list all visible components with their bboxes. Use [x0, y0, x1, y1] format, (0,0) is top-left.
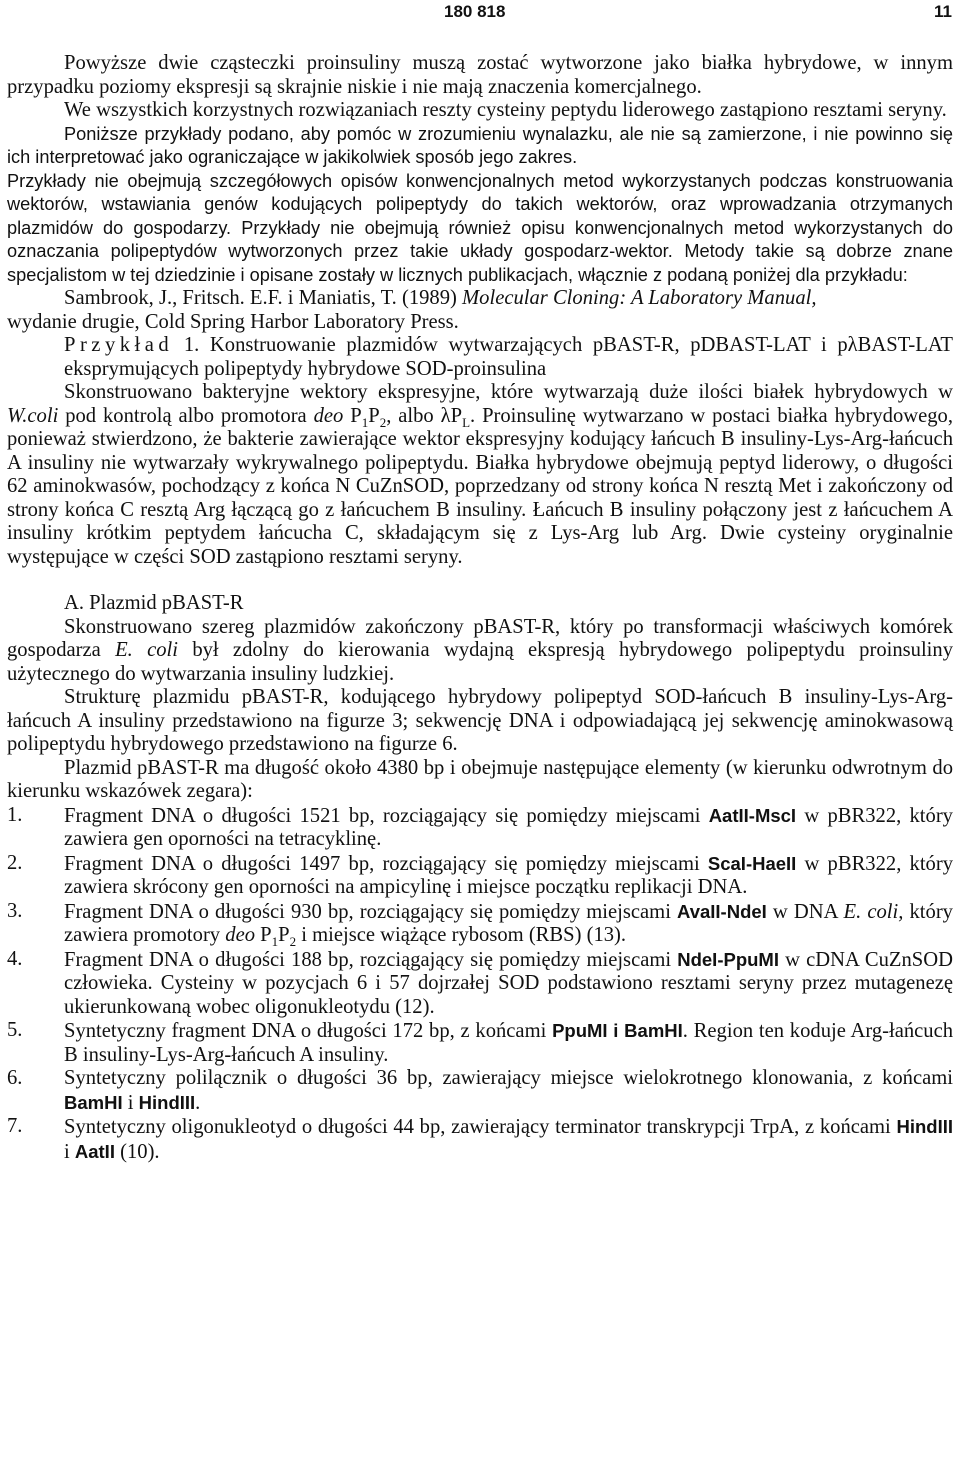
p5-organism: W.coli: [7, 404, 59, 427]
paragraph-4: Przykłady nie obejmują szczegółowych opisów konwencjonalnych metod wykorzystanych podczas konstruowania wektorów, wstawiania genów kodujących polipeptydy do takich wektorów, oraz wprowadzania otrzymanych plazmidów do gospodarzy. Przykłady nie obejmują również opisu konwencjonalnych metod wykorzystanych do oznaczania polipeptydów wytworzonych przez takie układy gospodarz-wektor. Metody takie są dobrze znane specjalistom w tej dziedzinie i opisane zostały w licznych publikacjach, włącznie z podaną poniżej dla przykładu:: [7, 170, 953, 285]
paragraph-8: Plazmid pBAST-R ma długość około 4380 bp i obejmuje następujące elementy (w kierunku odwrotnym do kierunku wskazówek zegara):: [7, 756, 953, 802]
p5-promoter-p2: P: [368, 404, 380, 427]
restriction-site: BamHI: [64, 1091, 123, 1113]
list-text: Syntetyczny polilącznik o długości 36 bp, zawierający miejsce wielokrotnego klonowania, z końcami: [64, 1067, 953, 1089]
list-text: Fragment DNA o długości 1497 bp, rozciągający się pomiędzy miejscami: [64, 852, 708, 875]
paragraph-2: We wszystkich korzystnych rozwiązaniach reszty cysteiny peptydu liderowego zastąpiono resztami seryny.: [64, 99, 947, 121]
list-item: [7, 1115, 953, 1164]
reference-authors: Sambrook, J., Fritsch. E.F. i Maniatis, T. (1989): [64, 287, 463, 309]
paragraph-7: Strukturę plazmidu pBAST-R, kodującego hybrydowy polipeptyd SOD-łańcuch B insuliny-Lys-Arg-łańcuch A insuliny przedstawiono na figurze 3; sekwencję DNA i odpowiadającą jej sekwencję aminokwasową polipeptydu hybrydowego przedstawiono na figurze 6.: [7, 686, 953, 755]
list-item: [7, 1067, 953, 1115]
restriction-sites: AatII-MscI: [708, 804, 797, 826]
patent-number: 180 818: [444, 2, 506, 21]
p5-lambda-promoter: , albo λP: [386, 404, 463, 427]
restriction-site: HindIII: [138, 1091, 196, 1113]
example-heading: [7, 334, 953, 381]
p5-text-a: Skonstruowano bakteryjne wektory ekspresyjne, które wytwarzają duże ilości białek hybrydowych w: [64, 381, 953, 403]
p6-text-a: Skonstruowano szereg plazmidów zakończony pBAST-R, który po transformacji właściwych komórek gospodarza: [7, 615, 953, 661]
p6-text-b: był zdolny do kierowania wydajną ekspresją hybrydowego polipeptydu proinsuliny użytecznego do wytwarzania insuliny ludzkiej.: [7, 639, 953, 685]
list-item: [7, 1019, 953, 1067]
section-heading-a: A. Plazmid pBAST-R: [64, 592, 244, 614]
restriction-site: PpuMI: [552, 1020, 608, 1041]
subscript: 1: [271, 934, 279, 950]
p5-promoter-p: P: [343, 404, 362, 427]
restriction-site: AatII: [74, 1140, 115, 1162]
list-number: 6.: [7, 1067, 23, 1089]
example-label: Przykład: [64, 334, 174, 356]
list-number: 1.: [7, 803, 23, 826]
list-number: 4.: [7, 947, 23, 970]
list-text: Fragment DNA o długości 1521 bp, rozciągający się pomiędzy miejscami: [64, 804, 709, 827]
p5-sub-1: 1: [361, 414, 369, 430]
list-text: Fragment DNA o długości 188 bp, rozciągający się pomiędzy miejscami: [64, 948, 678, 971]
list-text: w pBR322, który zawiera skrócony gen oporności na ampicylinę i miejsce początku replikacji DNA.: [64, 852, 953, 898]
list-text: w pBR322, który zawiera gen oporności na tetracyklinę.: [64, 804, 953, 850]
list-item: [7, 900, 953, 948]
list-text: który zawiera promotory: [64, 900, 953, 946]
list-item: [7, 804, 953, 852]
p5-text-b: pod kontrolą albo promotora: [58, 404, 314, 427]
list-number: 3.: [7, 899, 23, 922]
example-title: Konstruowanie plazmidów wytwarzających pBAST-R, pDBAST-LAT i pλBAST-LAT eksprymujących polipeptydy hybrydowe SOD-proinsulina: [64, 334, 953, 380]
example-number: 1.: [173, 334, 200, 356]
paragraph-6: [7, 616, 953, 687]
conjunction: i: [607, 1020, 625, 1041]
list-number: 2.: [7, 851, 23, 874]
subscript: 2: [289, 934, 297, 950]
restriction-sites: NdeI-PpuMI: [677, 948, 779, 970]
list-text: Syntetyczny oligonukleotyd o długości 44 bp, zawierający terminator transkrypcji TrpA, z końcami: [64, 1116, 897, 1138]
restriction-site: HindIII: [896, 1116, 953, 1137]
list-text: .: [195, 1091, 201, 1114]
list-text: (10).: [114, 1140, 160, 1163]
page-number: 11: [934, 2, 952, 21]
list-number: 7.: [7, 1115, 23, 1137]
list-text: Fragment DNA o długości 930 bp, rozciągający się pomiędzy miejscami: [64, 900, 678, 923]
document-body: [7, 52, 953, 1164]
restriction-site: BamHI: [624, 1020, 683, 1041]
p6-organism: E. coli: [115, 639, 179, 661]
list-text: w DNA: [766, 900, 844, 923]
conjunction: i: [122, 1091, 139, 1114]
list-item: [7, 852, 953, 900]
promoter-p2: P: [278, 924, 290, 946]
reference-title: Molecular Cloning: A Laboratory Manual,: [462, 287, 817, 309]
p5-sub-l: L: [462, 414, 471, 430]
p5-text-d: . Proinsulinę wytwarzano w postaci białka hybrydowego, ponieważ stwierdzono, że bakterie zawierające wektor ekspresyjny kodujący łańcuch B insuliny-Lys-Arg-łańcuch A insuliny nie wytwarzały wykrywalnego polipeptydu. Białka hybrydowe obejmują peptyd liderowy, o długości 62 aminokwasów, pochodzący z końca N CuZnSOD, poprzedzany od strony końca N resztą Met i zakończony od strony końca C resztą Arg łączącą go z łańcuchem B insuliny. Łańcuch B insuliny połączony jest z łańcuchem A insuliny krótkim peptydem łańcucha C, składającym się z Lys-Arg lub Arg. Dwie cysteiny oryginalnie występujące w części SOD zastąpiono resztami seryny.: [7, 404, 953, 568]
p5-sub-2: 2: [379, 414, 387, 430]
paragraph-1: Powyższe dwie cząsteczki proinsuliny muszą zostać wytworzone jako białka hybrydowe, w innym przypadku poziomy ekspresji są skrajnie niskie i nie mają znaczenia komercjalnego.: [7, 52, 953, 98]
spacer: [7, 569, 953, 592]
list-number: 5.: [7, 1019, 23, 1041]
list-text: i miejsce wiążące rybosom (RBS) (13).: [296, 924, 627, 946]
restriction-sites: ScaI-HaeII: [707, 852, 797, 874]
list-text: Syntetyczny fragment DNA o długości 172 bp, z końcami: [64, 1020, 553, 1042]
conjunction: i: [64, 1140, 75, 1163]
paragraph-3: Poniższe przykłady podano, aby pomóc w zrozumieniu wynalazku, ale nie są zamierzone, i nie powinno się ich interpretować jako ograniczające w jakikolwiek sposób jego zakres.: [7, 123, 953, 167]
organism: E. coli,: [843, 900, 904, 923]
list-text: w cDNA CuZnSOD człowieka. Cysteiny w pozycjach 6 i 57 dojrzałej SOD podstawiono resztami seryny przez mutagenezę ukierunkowaną wobec oligonukleotydu (12).: [64, 948, 953, 1018]
reference-citation: [7, 287, 953, 311]
list-item: [7, 948, 953, 1020]
p5-promoter-name: deo: [313, 404, 344, 427]
paragraph-5: [7, 381, 953, 569]
page-header: [0, 2, 960, 26]
list-text: . Region ten koduje Arg-łańcuch B insuliny-Lys-Arg-łańcuch A insuliny.: [64, 1020, 954, 1066]
promoter-p: P: [255, 924, 272, 946]
promoter-name: deo: [225, 924, 255, 946]
reference-edition: wydanie drugie, Cold Spring Harbor Laboratory Press.: [7, 310, 459, 333]
restriction-sites: AvaII-NdeI: [677, 900, 767, 922]
